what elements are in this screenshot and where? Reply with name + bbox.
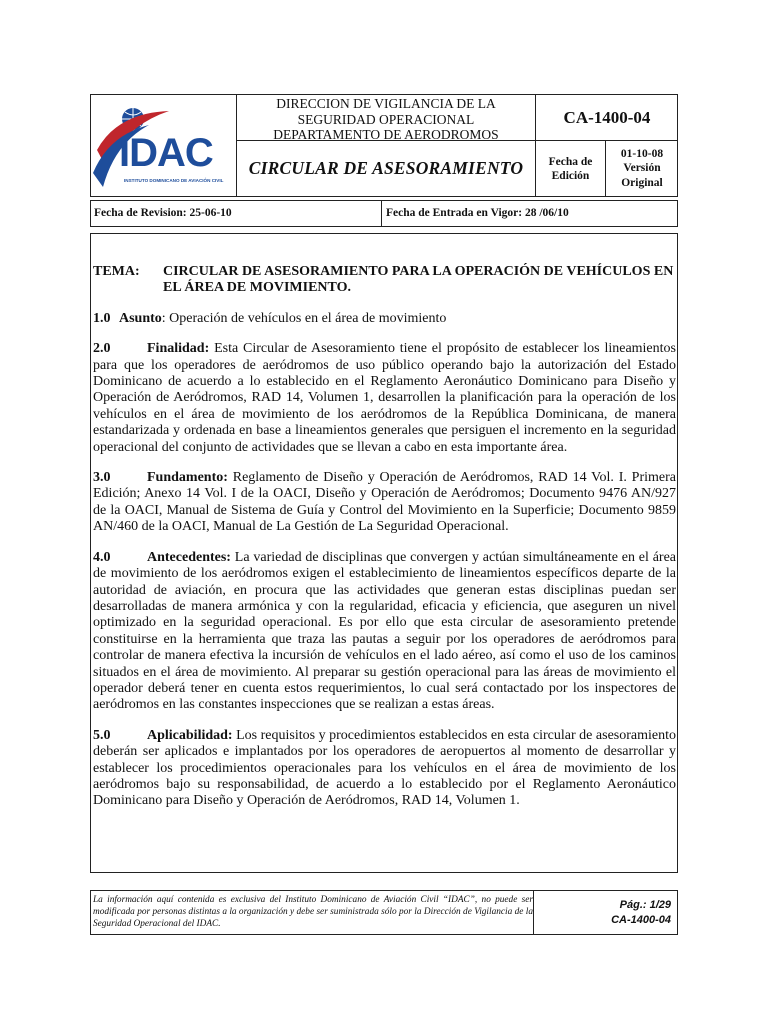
revision-date: Fecha de Revision: 25-06-10 <box>91 201 382 226</box>
edition-date-label-line-2: Edición <box>551 169 590 182</box>
edition-date-label <box>536 141 606 196</box>
header-title-line-1: DIRECCION DE VIGILANCIA DE LA <box>276 96 496 111</box>
topic-text: CIRCULAR DE ASESORAMIENTO PARA LA OPERACIÓN DE VEHÍCULOS EN EL ÁREA DE MOVIMIENTO. <box>163 264 674 296</box>
section-4-text: La variedad de disciplinas que convergen y actúan simultáneamente en el área de movimiento de los aeródromos exigen el establecimiento de lineamientos específicos departe de la autoridad de aviación, en procura que las actividades que generan estas disciplinas puedan ser desarrolladas de manera armónica y con la regularidad, eficacia y eficiencia, que aseguren un nivel optimizado en la seguridad operacional. Es por ello que esta circular de asesoramiento pretende constituirse en la herramienta que traza las pautas a seguir por los operadores de aeródromos para controlar de manera efectiva la incursión de vehículos en el lado aéreo, así como el uso de los caminos situados en el área de movimiento. Al preparar su gestión operacional para las áreas de movimiento el operador deberá tener en cuenta estos requerimientos, lo cual será contactado por los inspectores de aeródromos en las constantes inspecciones que se realizan a estas áreas. <box>93 549 677 713</box>
section-2-title: Finalidad: <box>147 341 210 357</box>
section-4-title: Antecedentes: <box>147 549 231 565</box>
effective-date: Fecha de Entrada en Vigor: 28 /06/10 <box>386 207 569 219</box>
version-line-2: Original <box>621 176 663 189</box>
header-title-block <box>237 95 536 141</box>
page-number: Pág.: 1/29 <box>619 899 671 911</box>
section-1-number: 1.0 <box>93 310 111 326</box>
section-5-number: 5.0 <box>93 727 111 743</box>
header-title-line-3: DEPARTAMENTO DE AERODROMOS <box>273 127 499 142</box>
revision-row <box>90 200 678 227</box>
footer-code: CA-1400-04 <box>611 914 671 926</box>
edition-date-value <box>606 141 678 196</box>
logo-subtitle: INSTITUTO DOMINICANO DE AVIACIÓN CIVIL <box>124 178 224 183</box>
section-5-text: Los requisitos y procedimientos establecidos en esta circular de asesoramiento deberán ser aplicados e implantados por los operadores de aeropuertos al momento de desarrollar y establecer los procedimientos operacionales para los vehículos en el área de movimiento de los aeródromos bajo su responsabilidad, de acuerdo a lo establecido por el Reglamento Aeronáutico Dominicano para Diseño y Operación de Aeródromos, RAD 14, Volumen 1. <box>93 727 677 809</box>
logo-text: IDAC <box>119 131 213 175</box>
idac-logo <box>91 95 237 196</box>
section-1-title: Asunto <box>119 310 162 326</box>
topic-label: TEMA: <box>93 264 140 279</box>
version-line-1: Versión <box>623 162 661 175</box>
document-footer <box>90 890 678 935</box>
section-3-title: Fundamento: <box>147 470 228 486</box>
footer-disclaimer: La información aquí contenida es exclusiva del Instituto Dominicano de Aviación Civil “IDAC”, no puede ser modificada por personas distintas a la organización y debe ser suministrada sólo por la Dirección de Vigilancia de la Seguridad Operacional del IDAC. <box>91 891 534 934</box>
section-3 <box>93 470 676 536</box>
section-4-number: 4.0 <box>93 549 111 565</box>
section-2-text: Esta Circular de Asesoramiento tiene el propósito de establecer los lineamientos para que los operadores de aeródromos de uso público operando bajo la autorización del Estado Dominicano de acuerdo a lo establecido en el Reglamento Aeronáutico Dominicano para Diseño y Operación de Aeródromos, RAD 14, Volumen 1, desarrollen la planificación para la operación de los vehículos en el área de movimiento de los aeródromos de la República Dominicana, de manera estandarizada y ordenada en base a lineamientos generales que persiguen el incremento en la seguridad operacional del conjunto de actividades que se llevan a cabo en esta importante área. <box>93 341 676 455</box>
section-3-text: Reglamento de Diseño y Operación de Aeródromos, RAD 14 Vol. I. Primera Edición; Anexo 14 Vol. I de la OACI, Diseño y Operación de Aeródromos; Documento 9476 AN/927 de la OACI, Manual de Sistema de Guía y Control del Movimiento en la Superficie; Documento 9859 AN/460 de la OACI, Manual de La Gestión de La Seguridad Operacional. <box>93 470 676 535</box>
document-header <box>90 94 678 197</box>
topic <box>93 264 676 297</box>
edition-date: 01-10-08 <box>620 147 664 160</box>
section-2 <box>93 341 676 456</box>
footer-page-info <box>534 891 677 934</box>
document-code: CA-1400-04 <box>536 95 678 141</box>
section-2-number: 2.0 <box>93 341 111 357</box>
header-title-line-2: SEGURIDAD OPERACIONAL <box>297 111 475 127</box>
section-1-text: : Operación de vehículos en el área de movimiento <box>161 310 447 326</box>
section-1 <box>93 311 676 327</box>
document-body <box>90 233 678 873</box>
section-5 <box>93 728 676 810</box>
section-3-number: 3.0 <box>93 470 111 486</box>
section-5-title: Aplicabilidad: <box>147 727 233 743</box>
edition-date-label-line-1: Fecha de <box>548 155 593 168</box>
document-type: CIRCULAR DE ASESORAMIENTO <box>237 141 536 196</box>
section-4 <box>93 550 676 714</box>
